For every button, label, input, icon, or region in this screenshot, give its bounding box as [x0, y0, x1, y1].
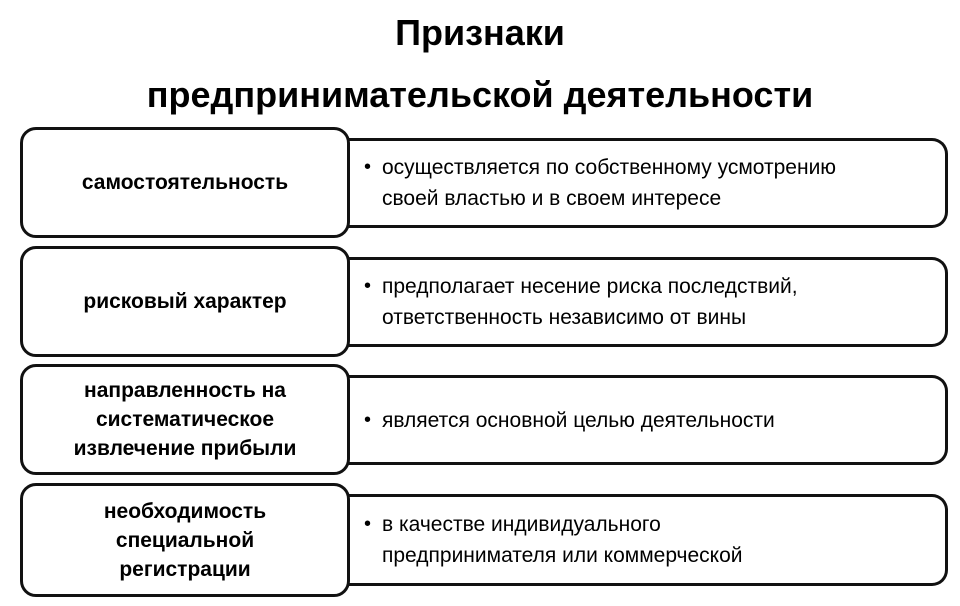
feature-description-box: [332, 375, 948, 465]
description-line: осуществляется по собственному усмотрению: [382, 156, 837, 179]
description-line: в качестве индивидуального: [382, 513, 661, 536]
feature-description-box: [332, 494, 948, 586]
feature-label-line: систематическое: [95, 408, 275, 431]
feature-label-line: направленность на: [84, 379, 286, 402]
feature-label-line: необходимость: [103, 499, 267, 523]
description-line: своей властью и в своем интересе: [382, 187, 722, 210]
description-line: предполагает несение риска последствий,: [382, 275, 798, 298]
feature-label-line: регистрации: [119, 557, 251, 581]
feature-label-box: [20, 246, 350, 357]
feature-label-line: рисковый характер: [83, 290, 287, 313]
feature-label-line: извлечение прибыли: [73, 437, 297, 460]
description-line: ответственность независимо от вины: [382, 306, 747, 329]
description-line: предпринимателя или коммерческой: [382, 544, 743, 567]
bullet-item: [364, 271, 798, 333]
bullet-item: [364, 509, 743, 571]
title-line-1: Признаки: [395, 12, 565, 53]
bullet-icon: •: [364, 513, 372, 535]
feature-label-box: [20, 127, 350, 238]
feature-label-box: [20, 364, 350, 475]
bullet-item: [364, 152, 836, 214]
title-line-2: предпринимательской деятельности: [146, 74, 814, 115]
bullet-icon: •: [364, 156, 372, 178]
diagram-title: [0, 0, 960, 126]
feature-label-box: [20, 483, 350, 597]
bullet-item: [364, 405, 775, 436]
feature-description-box: [332, 138, 948, 228]
feature-label-line: самостоятельность: [81, 171, 289, 194]
feature-label-line: специальной: [115, 528, 255, 552]
description-line: является основной целью деятельности: [382, 408, 775, 432]
bullet-icon: •: [364, 275, 372, 297]
bullet-icon: •: [364, 408, 372, 431]
feature-description-box: [332, 257, 948, 347]
